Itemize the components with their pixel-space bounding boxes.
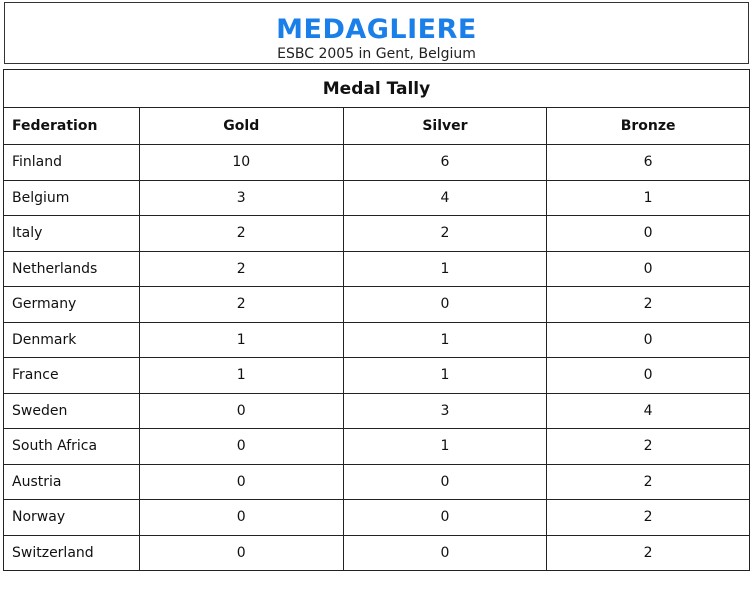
cell-federation: Belgium <box>4 180 140 216</box>
table-caption: Medal Tally <box>4 70 750 108</box>
cell-silver: 0 <box>343 535 547 571</box>
cell-silver: 1 <box>343 358 547 394</box>
cell-gold: 2 <box>139 287 343 323</box>
cell-silver: 2 <box>343 216 547 252</box>
cell-bronze: 2 <box>547 500 750 536</box>
column-header-bronze: Bronze <box>547 108 750 145</box>
cell-gold: 0 <box>139 393 343 429</box>
page-title: MEDAGLIERE <box>276 14 477 45</box>
cell-bronze: 0 <box>547 322 750 358</box>
table-row <box>4 180 750 216</box>
table-row <box>4 535 750 571</box>
cell-federation: South Africa <box>4 429 140 465</box>
caption-row <box>4 70 750 108</box>
cell-federation: Italy <box>4 216 140 252</box>
cell-bronze: 2 <box>547 464 750 500</box>
medal-tally-table <box>3 69 750 571</box>
header-row <box>4 108 750 145</box>
cell-silver: 0 <box>343 500 547 536</box>
cell-silver: 6 <box>343 145 547 181</box>
table-body <box>4 145 750 571</box>
cell-silver: 1 <box>343 322 547 358</box>
cell-gold: 0 <box>139 429 343 465</box>
table-row <box>4 429 750 465</box>
cell-gold: 1 <box>139 322 343 358</box>
cell-federation: Denmark <box>4 322 140 358</box>
cell-gold: 2 <box>139 251 343 287</box>
table-row <box>4 216 750 252</box>
table-row <box>4 322 750 358</box>
cell-federation: France <box>4 358 140 394</box>
table-row <box>4 464 750 500</box>
cell-silver: 4 <box>343 180 547 216</box>
cell-gold: 0 <box>139 500 343 536</box>
column-header-silver: Silver <box>343 108 547 145</box>
cell-silver: 1 <box>343 251 547 287</box>
cell-bronze: 1 <box>547 180 750 216</box>
column-header-gold: Gold <box>139 108 343 145</box>
cell-federation: Germany <box>4 287 140 323</box>
cell-bronze: 4 <box>547 393 750 429</box>
cell-bronze: 0 <box>547 358 750 394</box>
cell-silver: 3 <box>343 393 547 429</box>
table-row <box>4 145 750 181</box>
cell-bronze: 0 <box>547 251 750 287</box>
table-row <box>4 393 750 429</box>
cell-federation: Netherlands <box>4 251 140 287</box>
table-row <box>4 500 750 536</box>
cell-bronze: 2 <box>547 287 750 323</box>
cell-bronze: 0 <box>547 216 750 252</box>
cell-bronze: 2 <box>547 535 750 571</box>
cell-silver: 0 <box>343 464 547 500</box>
cell-federation: Switzerland <box>4 535 140 571</box>
cell-silver: 1 <box>343 429 547 465</box>
cell-silver: 0 <box>343 287 547 323</box>
cell-gold: 2 <box>139 216 343 252</box>
cell-gold: 0 <box>139 535 343 571</box>
column-header-federation: Federation <box>4 108 140 145</box>
cell-gold: 10 <box>139 145 343 181</box>
table-row <box>4 287 750 323</box>
cell-gold: 0 <box>139 464 343 500</box>
cell-bronze: 2 <box>547 429 750 465</box>
page-header <box>4 2 749 64</box>
cell-federation: Sweden <box>4 393 140 429</box>
cell-gold: 1 <box>139 358 343 394</box>
table-row <box>4 358 750 394</box>
page-subtitle: ESBC 2005 in Gent, Belgium <box>277 46 476 62</box>
table-row <box>4 251 750 287</box>
cell-federation: Finland <box>4 145 140 181</box>
cell-bronze: 6 <box>547 145 750 181</box>
cell-federation: Austria <box>4 464 140 500</box>
cell-gold: 3 <box>139 180 343 216</box>
cell-federation: Norway <box>4 500 140 536</box>
